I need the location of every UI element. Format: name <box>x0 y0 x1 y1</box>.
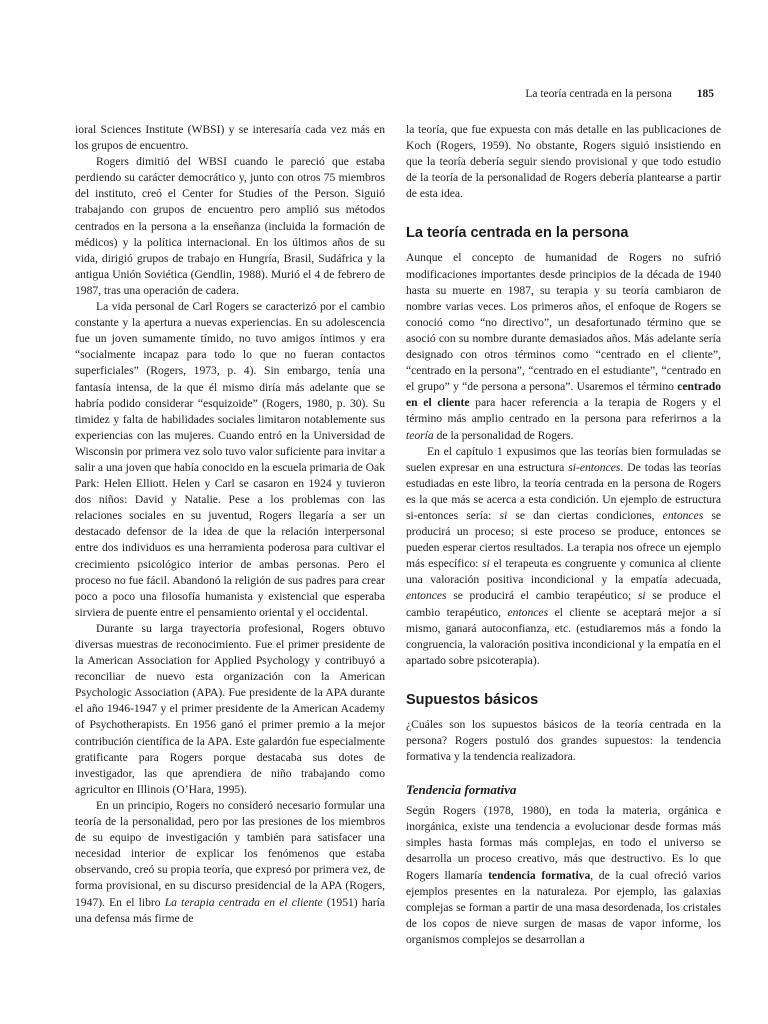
paragraph: ¿Cuáles son los supuestos básicos de la teoría centrada en la persona? Rogers postuló dos grandes supuestos: la tendencia formativa y la tendencia realizadora. <box>406 717 721 764</box>
right-column <box>406 122 721 948</box>
italic-term: teoría <box>406 428 434 442</box>
text-run: se dan ciertas condiciones, <box>507 508 663 522</box>
text-run: Aunque el concepto de humanidad de Rogers no sufrió modificaciones importantes desde principios de la década de 1940 hasta su muerte en 1987, su terapia y su teoría cambiaron de nombre varias veces. Los primeros años, el enfoque de Rogers se conoció como “no directivo”, un desafortunado término que se asoció con su nombre durante demasiados años. Más adelante sería designado con otros términos como “centrado en el cliente”, “centrado en la persona”, “centrado en el estudiante”, “centrado en el grupo” y “de persona a persona”. Usaremos el término <box>406 251 721 394</box>
italic-term: entonces <box>406 589 447 603</box>
left-column <box>75 122 385 927</box>
subsection-heading: Tendencia formativa <box>406 782 517 798</box>
paragraph: Durante su larga trayectoria profesional, Rogers obtuvo diversas muestras de reconocimiento. Fue el primer presidente de la American Association for Applied Psychology y contribuyó a reconciliar de nuevo esta organización con la American Psychologic Association (APA). Fue presidente de la APA durante el año 1946-1947 y el primer presidente de la American Academy of Psychotherapists. En 1956 ganó el primer premio a la mejor contribución científica de la APA. Este galardón fue especialmente gratificante para Rogers porque destacaba sus dotes de investigador, las que aprendiera de niño trabajando como agricultor en Illinois (O’Hara, 1995). <box>75 621 385 796</box>
text-run: para hacer referencia a la terapia de Rogers y el término más amplio centrado en la persona para referirnos a la <box>406 396 721 426</box>
text-run: Según Rogers (1978, 1980), en toda la materia, orgánica e inorgánica, existe una tendencia a evolucionar desde formas más simples hasta formas más complejas, en todo el universo se desarrolla un proceso creativo, más que destructivo. Es lo que Rogers llamaría <box>406 804 721 882</box>
text-run: el terapeuta es congruente y comunica al cliente una valoración positiva incondicional y la empatía adecuada, <box>406 557 722 587</box>
text-run: se producirá un proceso; si este proceso se produce, entonces se pueden esperar ciertos resultados. La terapia nos ofrece un ejemplo más específico: <box>406 508 721 571</box>
bold-term: centrado en el cliente <box>406 380 721 410</box>
paragraph: ioral Sciences Institute (WBSI) y se interesaría cada vez más en los grupos de encuentro. <box>75 123 385 153</box>
text-run: se produce el cambio terapéutico, <box>406 589 722 619</box>
italic-term: si <box>637 589 646 603</box>
text-run: (1951) haría una defensa más firme de <box>75 895 385 925</box>
running-title: La teoría centrada en la persona <box>525 88 672 100</box>
paragraph <box>406 803 721 948</box>
italic-term: si <box>482 557 490 571</box>
paragraph <box>406 250 721 443</box>
text-run: de la personalidad de Rogers. <box>433 428 574 442</box>
italic-term: si <box>499 508 508 522</box>
italic-term: entonces <box>507 605 549 619</box>
text-run: En un principio, Rogers no consideró necesario formular una teoría de la personalidad, pero por las presiones de los miembros de su equipo de investigación y también para satisfacer una necesidad interior de explicar los fenómenos que estaba observando, creó su propia teoría, que expresó por primera vez, de forma provisional, en su discurso presidencial de la APA (Rogers, 1947). En el libro <box>75 798 385 909</box>
section-heading: Supuestos básicos <box>406 691 539 708</box>
italic-term: entonces <box>662 508 704 522</box>
paragraph <box>406 444 721 669</box>
paragraph: Rogers dimitió del WBSI cuando le pareció que estaba perdiendo su carácter democrático y, junto con otros 75 miembros del instituto, creó el Center for Studies of the Person. Siguió trabajando con grupos de encuentro pero amplió sus métodos centrados en la persona a la enseñanza (incluida la formación de médicos) y la política internacional. En los últimos años de su vida, dirigió grupos de trabajo en Hungría, Brasil, Sudáfrica y la antigua Unión Soviética (Gendlin, 1988). Murió el 4 de febrero de 1987, tras una operación de cadera. <box>75 155 385 297</box>
paragraph: la teoría, que fue expuesta con más detalle en las publicaciones de Koch (Rogers, 1959). No obstante, Rogers siguió insistiendo en que la teoría debería seguir siendo provisional y que todo estudio de la teoría de la personalidad de Rogers debería plantearse a partir de esta idea. <box>406 123 721 201</box>
text-run: , de la cual ofreció varios ejemplos presentes en la naturaleza. Por ejemplo, las galaxias complejas se forman a partir de una masa desordenada, los cristales de los copos de nieve surgen de masas de vapor informe, los organismos complejos se desarrollan a <box>406 868 722 946</box>
paragraph <box>75 798 385 927</box>
text-run: . De todas las teorías estudiadas en este libro, la teoría centrada en la persona de Rogers es la que más se acerca a esta condición. Un ejemplo de estructura si-entonces sería: <box>406 460 722 522</box>
page-number: 185 <box>696 88 714 100</box>
paragraph: La vida personal de Carl Rogers se caracterizó por el cambio constante y la apertura a nuevas experiencias. En su adolescencia fue un joven sumamente tímido, no tuvo amigos íntimos y era “socialmente incapaz para todo lo que no fueran contactos superficiales” (Rogers, 1973, p. 4). Sin embargo, tenía una fantasía intensa, de la que él mismo diría más adelante que se habría podido considerar “esquizoide” (Rogers, 1980, p. 30). Su timidez y falta de habilidades sociales limitaron notablemente sus experiencias con las mujeres. Cuando entró en la Universidad de Wisconsin por primera vez solo tuvo valor suficiente para invitar a salir a una joven que había conocido en la escuela primaria de Oak Park: Helen Elliott. Helen y Carl se casaron en 1924 y tuvieron dos niños: David y Natalie. Pese a los problemas con las relaciones sociales en su juventud, Rogers llegaría a ser un destacado defensor de la idea de que la relación interpersonal entre dos individuos es una herramienta poderosa para cultivar el crecimiento psicológico interior de ambas personas. Pero el proceso no fue fácil. Abandonó la religión de sus padres para crear poco a poco una filosofía humanista y existencial que esperaba sirviera de puente entre el pensamiento oriental y el occidental. <box>75 300 385 619</box>
running-header <box>525 88 714 100</box>
bold-term: tendencia formativa <box>488 868 591 882</box>
text-run: se producirá el cambio terapéutico; <box>446 589 638 603</box>
book-title: La terapia centrada en el cliente <box>164 895 323 909</box>
text-run: el cliente se aceptará mejor a sí mismo, ganará autoconfianza, etc. (estudiaremos más a fondo la congruencia, la valoración positiva incondicional y la empatía en el apartado sobre psicoterapia). <box>406 605 721 667</box>
text-run: En el capítulo 1 expusimos que las teorías bien formuladas se suelen expresar en una estructura <box>406 444 721 474</box>
italic-term: si-entonces <box>568 460 621 474</box>
section-heading: La teoría centrada en la persona <box>406 225 629 242</box>
